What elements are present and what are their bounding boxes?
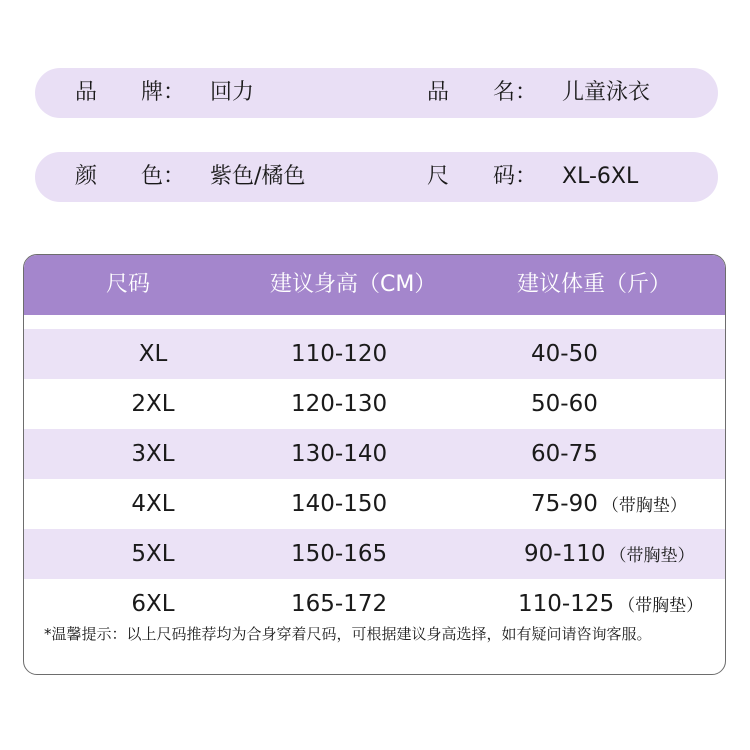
row-note: （带胸垫）	[601, 496, 687, 516]
row-weight: 60-75	[531, 441, 598, 467]
size-value: XL-6XL	[562, 164, 639, 189]
row-height: 110-120	[291, 341, 388, 367]
row-height: 130-140	[291, 441, 388, 467]
row-size: 2XL	[131, 391, 175, 417]
table-row	[24, 579, 725, 629]
color-label: 颜 色：	[75, 164, 186, 189]
table-row	[24, 529, 725, 579]
header-size: 尺码	[106, 272, 151, 297]
table-header	[24, 255, 725, 315]
header-weight: 建议体重（斤）	[517, 272, 672, 297]
table-row	[24, 429, 725, 479]
row-weight: 110-125 （带胸垫）	[518, 591, 704, 617]
brand-value: 回力	[210, 80, 255, 105]
row-height: 150-165	[291, 541, 388, 567]
row-height: 140-150	[291, 491, 388, 517]
row-height: 165-172	[291, 591, 388, 617]
footnote: *温馨提示：以上尺码推荐均为合身穿着尺码，可根据建议身高选择，如有疑问请咨询客服。	[44, 625, 652, 643]
table-row	[24, 329, 725, 379]
row-size: 6XL	[131, 591, 175, 617]
table-row	[24, 479, 725, 529]
brand-label: 品 牌：	[75, 80, 186, 105]
row-height: 120-130	[291, 391, 388, 417]
table-row	[24, 379, 725, 429]
size-label: 尺 码：	[427, 164, 538, 189]
product-name-value: 儿童泳衣	[562, 80, 651, 105]
row-weight: 75-90 （带胸垫）	[531, 491, 687, 517]
row-size: XL	[138, 341, 168, 367]
row-weight: 40-50	[531, 341, 598, 367]
row-note: （带胸垫）	[618, 596, 704, 616]
color-value: 紫色/橘色	[210, 164, 306, 189]
row-size: 5XL	[131, 541, 175, 567]
info-row-brand-name	[35, 68, 718, 118]
size-chart-table	[23, 254, 726, 675]
row-size: 3XL	[131, 441, 175, 467]
product-name-label: 品 名：	[427, 80, 538, 105]
row-weight: 90-110 （带胸垫）	[524, 541, 695, 567]
info-row-color-size	[35, 152, 718, 202]
row-note: （带胸垫）	[609, 546, 695, 566]
row-weight: 50-60	[531, 391, 598, 417]
header-height: 建议身高（CM）	[270, 272, 437, 297]
row-size: 4XL	[131, 491, 175, 517]
